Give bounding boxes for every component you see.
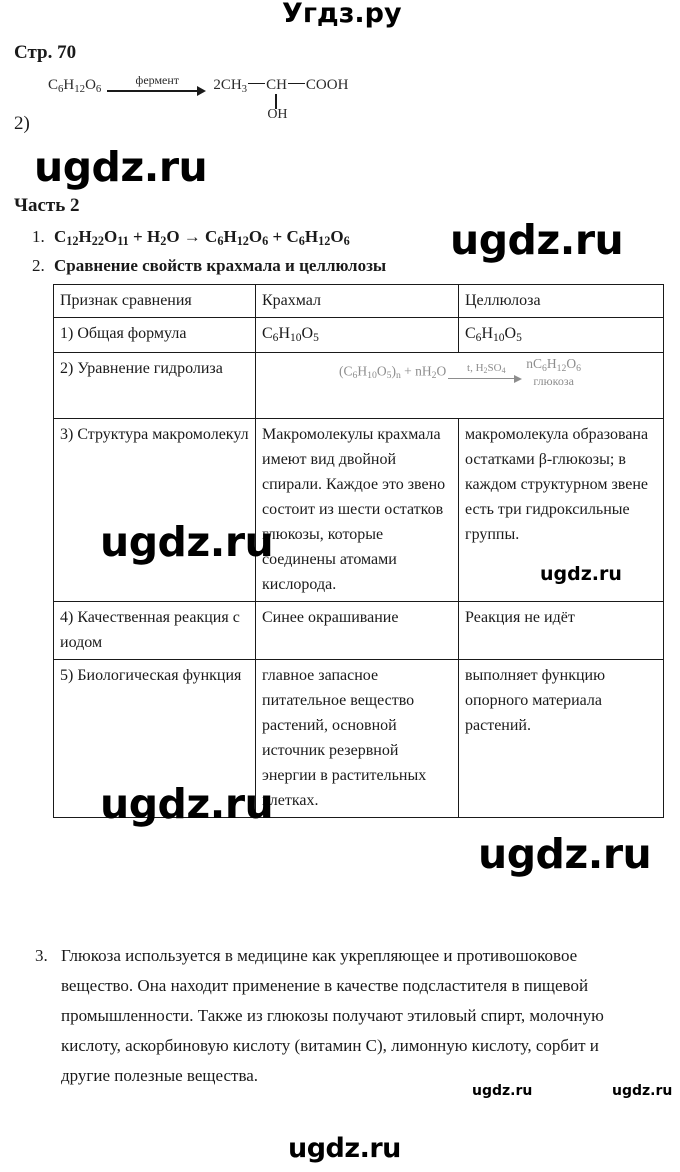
row-label-general-formula: 1) Общая формула: [54, 318, 256, 353]
table-row: [54, 419, 664, 602]
answer-item-2: [32, 256, 386, 276]
page-title: Стр. 70: [14, 42, 77, 63]
cell-cellulose-formula: $C_6H_{10}O_5$: [459, 318, 664, 353]
table-row: [54, 660, 664, 818]
watermark-ugdz-1: ugdz.ru: [34, 143, 208, 191]
watermark-ugdz-8: ugdz.ru: [612, 1083, 673, 1099]
cell-starch-structure: Макромолекулы крахмала имеют вид двойной спирали. Каждое это звено состоит из шести остатков глюкозы, которые соединены атомами кислорода.: [256, 419, 459, 602]
watermark-ugdz-3: ugdz.ru: [100, 518, 274, 566]
answer-item-1-equation: $C_{12}H_{22}O_{11} + H_2O \to C_6H_{12}O_6 + C_6H_{12}O_6$: [54, 227, 350, 249]
table-row: [54, 353, 664, 419]
row-label-biological-function: 5) Биологическая функция: [54, 660, 256, 818]
hydroxyl-group-label: OH: [267, 106, 288, 122]
comparison-table: [53, 284, 664, 818]
bond-line-icon: [288, 83, 305, 85]
hydrolysis-equation: $(C_6H_{10}O_5)_n + nH_2O$ t, $H_2SO_4$ $nC_6H_{12}O_6$ глюкоза: [339, 356, 581, 388]
arrow-condition-label: фермент: [135, 73, 180, 87]
arrow-line-icon: [448, 375, 524, 383]
watermark-ugdz-4: ugdz.ru: [540, 563, 622, 585]
product-chain: $2CH_3$ CH COOH: [213, 76, 349, 95]
watermark-ugdz-bottom: ugdz.ru: [288, 1133, 401, 1164]
cell-cellulose-function: выполняет функцию опорного материала растений.: [459, 660, 664, 818]
answer-item-3-text: Глюкоза используется в медицине как укрепляющее и противошоковое вещество. Она находит применение в качестве подсластителя в пищевой промышленности. Также из глюкозы получают этиловый спирт, молочную кислоту, аскорбиновую кислоту (витамин С), лимонную кислоту, сорбит и другие полезные вещества.: [61, 946, 604, 1085]
table-header-cell-feature: Признак сравнения: [54, 285, 256, 318]
watermark-ugdz-6: ugdz.ru: [478, 830, 652, 878]
answer-item-1-marker: 1.: [32, 227, 45, 246]
row-label-hydrolysis-equation: 2) Уравнение гидролиза: [54, 353, 256, 419]
hydrolysis-product: $nC_6H_{12}O_6$ глюкоза: [526, 356, 581, 388]
answer-item-3-marker: 3.: [35, 946, 48, 965]
answer-item-1: [32, 227, 350, 247]
cell-starch-formula: $C_6H_{10}O_5$: [256, 318, 459, 353]
watermark-ugdz-2: ugdz.ru: [450, 216, 624, 264]
arrow-line-icon: [107, 87, 207, 96]
cell-hydrolysis-equation: [256, 353, 664, 419]
table-header-cell-cellulose: Целлюлоза: [459, 285, 664, 318]
cell-cellulose-iodine: Реакция не идёт: [459, 602, 664, 660]
table-row: [54, 318, 664, 353]
row-label-iodine-reaction: 4) Качественная реакция с иодом: [54, 602, 256, 660]
answer-item-2-title: Сравнение свойств крахмала и целлюлозы: [54, 256, 387, 275]
section-heading-part2: Часть 2: [14, 195, 80, 216]
cell-starch-iodine: Синее окрашивание: [256, 602, 459, 660]
row-label-macromolecule-structure: 3) Структура макромолекул: [54, 419, 256, 602]
hydrolysis-condition-label: t, $H_2SO_4$: [467, 362, 506, 376]
table-header-cell-starch: Крахмал: [256, 285, 459, 318]
bond-line-icon: [248, 83, 265, 85]
answer-item-3: [35, 941, 645, 1091]
watermark-ugdz-7: ugdz.ru: [472, 1083, 533, 1099]
hydrolysis-product-caption: глюкоза: [533, 374, 574, 388]
cell-starch-function: главное запасное питательное вещество растений, основной источник резервной энергии в растительных клетках.: [256, 660, 459, 818]
answer-item-2-marker: 2.: [32, 256, 45, 275]
equation-product: [213, 76, 349, 122]
watermark-ugdz-5: ugdz.ru: [100, 780, 274, 828]
hydrolysis-arrow: [448, 362, 524, 383]
fermentation-equation: [48, 73, 349, 122]
table-row: [54, 602, 664, 660]
table-header-row: [54, 285, 664, 318]
reaction-arrow: [107, 74, 207, 96]
item-2-marker: 2): [14, 113, 30, 134]
watermark-top-cyrillic: Угдз.ру: [282, 0, 402, 29]
cell-cellulose-structure: макромолекула образована остатками β-глюкозы; в каждом структурном звене есть три гидроксильные группы.: [459, 419, 664, 602]
equation-reagent: $C_6H_{12}O_6$: [48, 76, 102, 95]
